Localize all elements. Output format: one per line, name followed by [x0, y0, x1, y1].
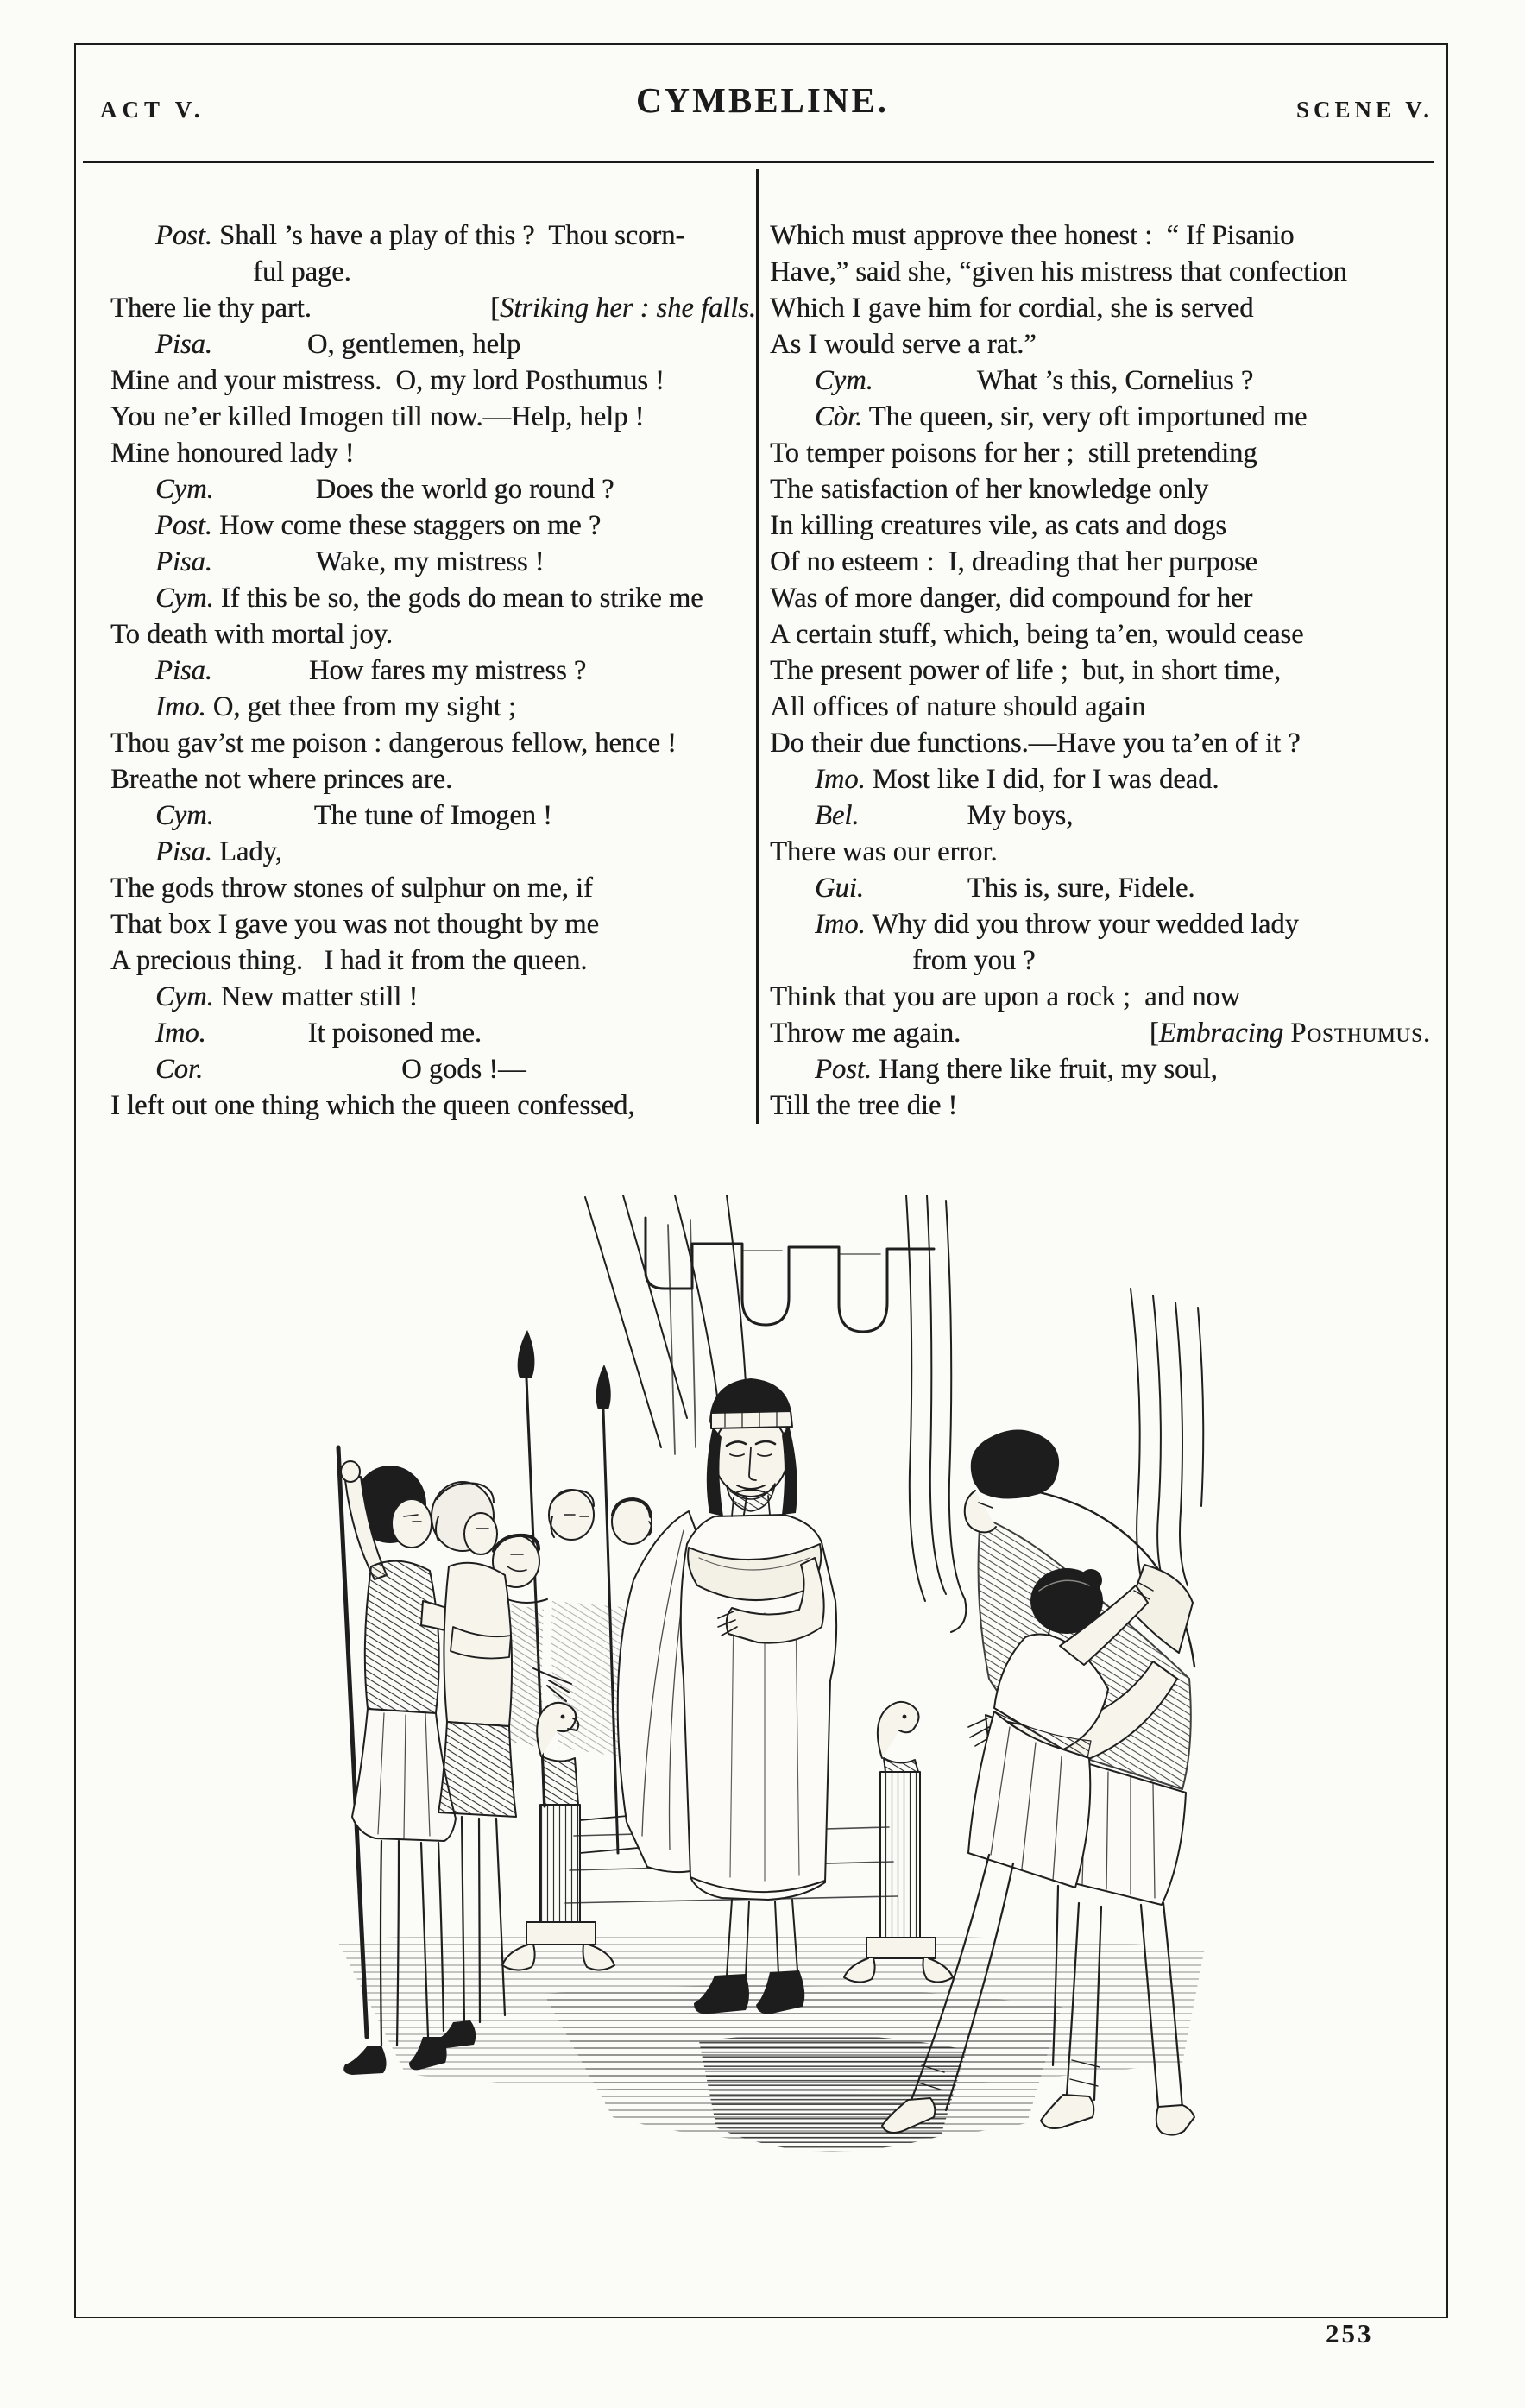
text-line: Pisa. Lady,	[155, 836, 282, 867]
text-line: Have,” said she, “given his mistress that confection	[770, 256, 1347, 287]
text-column-left	[110, 217, 756, 1124]
text-line: Pisa. Wake, my mistress !	[155, 546, 545, 577]
text-line: Breathe not where princes are.	[110, 764, 453, 795]
text-line: Pisa. O, gentlemen, help	[155, 329, 521, 360]
text-line: All offices of nature should again	[770, 691, 1146, 722]
text-line: Post. Hang there like fruit, my soul,	[815, 1054, 1218, 1085]
text-line: Post. Shall ’s have a play of this ? Thou scorn-	[155, 220, 685, 251]
text-line: Cym. The tune of Imogen !	[155, 800, 552, 831]
text-line: Imo. Most like I did, for I was dead.	[815, 764, 1219, 795]
running-header-scene: SCENE V.	[1296, 97, 1434, 123]
text-line: The satisfaction of her knowledge only	[770, 474, 1209, 505]
text-line: To death with mortal joy.	[110, 619, 393, 650]
text-line: The present power of life ; but, in short time,	[770, 655, 1282, 686]
text-line: Which I gave him for cordial, she is served	[770, 293, 1254, 324]
text-line: As I would serve a rat.”	[770, 329, 1037, 360]
text-line: In killing creatures vile, as cats and dogs	[770, 510, 1226, 541]
text-line: Cym. If this be so, the gods do mean to strike me	[155, 583, 703, 614]
text-line: There was our error.	[770, 836, 998, 867]
text-line: Còr. The queen, sir, very oft importuned me	[815, 401, 1308, 432]
text-line: Cym. Does the world go round ?	[155, 474, 614, 505]
text-line: Do their due functions.—Have you ta’en of it ?	[770, 728, 1301, 759]
text-line: Of no esteem : I, dreading that her purpose	[770, 546, 1257, 577]
text-line: That box I gave you was not thought by me	[110, 909, 599, 940]
text-line: Post. How come these staggers on me ?	[155, 510, 602, 541]
king-cymbeline	[618, 1378, 836, 2014]
text-line: Till the tree die !	[770, 1090, 958, 1121]
text-line: Mine and your mistress. O, my lord Posthumus !	[110, 365, 665, 396]
text-line: The gods throw stones of sulphur on me, if	[110, 873, 593, 904]
text-line: Cym. New matter still !	[155, 981, 419, 1012]
text-line: Imo. O, get thee from my sight ;	[155, 691, 516, 722]
text-line: Was of more danger, did compound for her	[770, 583, 1253, 614]
text-line: Imo. Why did you throw your wedded lady	[815, 909, 1299, 940]
text-line: ful page.	[253, 256, 351, 287]
text-line: Cym. What ’s this, Cornelius ?	[815, 365, 1254, 396]
text-line: Think that you are upon a rock ; and now	[770, 981, 1241, 1012]
text-line: Cor. O gods !—	[155, 1054, 526, 1085]
page-number: 253	[1326, 2318, 1374, 2348]
text-line: To temper poisons for her ; still pretending	[770, 438, 1257, 469]
column-divider	[756, 169, 759, 1124]
text-line: Gui. This is, sure, Fidele.	[815, 873, 1195, 904]
header-rule	[83, 161, 1434, 163]
running-header-title: CYMBELINE.	[635, 80, 890, 120]
text-line: Mine honoured lady !	[110, 438, 355, 469]
text-line: Throw me again. [Embracing Posthumus.	[770, 1018, 1431, 1049]
illustration-engraving	[285, 1195, 1251, 2244]
text-column-right	[770, 217, 1431, 1124]
text-line: Which must approve thee honest : “ If Pisanio	[770, 220, 1295, 251]
text-line: I left out one thing which the queen confessed,	[110, 1090, 635, 1121]
text-line: There lie thy part. [Striking her : she falls.	[110, 293, 756, 324]
text-line: Pisa. How fares my mistress ?	[155, 655, 587, 686]
text-line: Bel. My boys,	[815, 800, 1074, 831]
text-line: A precious thing. I had it from the queen.	[110, 945, 588, 976]
text-line: A certain stuff, which, being ta’en, would cease	[770, 619, 1304, 650]
running-header-act: ACT V.	[100, 97, 205, 123]
text-line: Imo. It poisoned me.	[155, 1018, 482, 1049]
text-line: You ne’er killed Imogen till now.—Help, help !	[110, 401, 645, 432]
text-line: Thou gav’st me poison : dangerous fellow, hence !	[110, 728, 677, 759]
text-line: from you ?	[912, 945, 1036, 976]
